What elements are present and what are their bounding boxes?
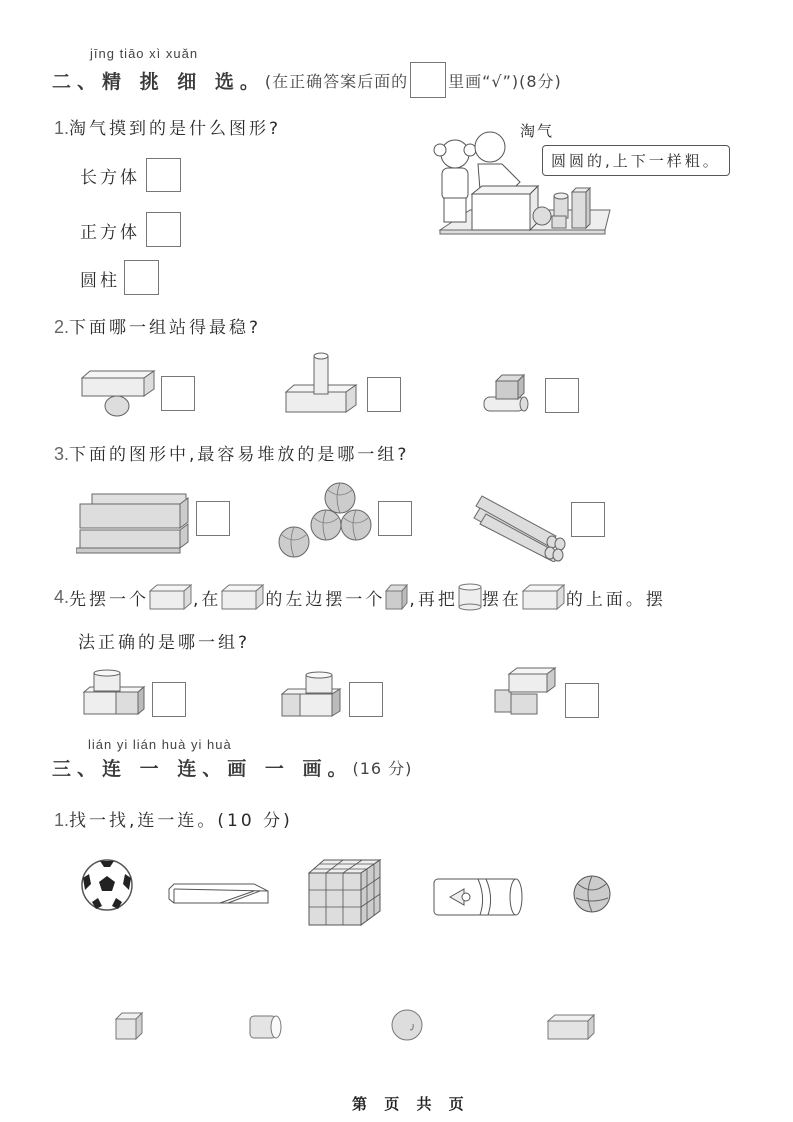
stacked-basketballs-icon — [276, 480, 376, 560]
shape-cuboid[interactable] — [547, 1014, 595, 1040]
q4-option-c — [493, 666, 557, 716]
section2-pinyin: jīng tiāo xì xuǎn — [90, 46, 199, 61]
cylinder-on-cuboid-icon — [284, 352, 360, 416]
shape-cylinder[interactable] — [247, 1014, 283, 1040]
section2-instruction-suffix: 里画“√”)(8分) — [448, 71, 562, 91]
cylinder-inline-icon — [458, 583, 482, 611]
q4-prompt: 4. 先摆一个 ,在 的左边摆一个 ,再把 摆在 的上面。摆 — [54, 583, 666, 611]
sample-answer-box — [410, 62, 446, 98]
q2-answer-box-3[interactable] — [545, 378, 579, 413]
q3-prompt: 3.下面的图形中,最容易堆放的是哪一组? — [54, 444, 410, 465]
q4-prompt-line2: 法正确的是哪一组? — [78, 633, 251, 653]
q4-option-a — [82, 668, 146, 718]
shape-cube[interactable] — [115, 1012, 145, 1040]
q1-option-label-cuboid: 长方体 — [80, 168, 140, 188]
q1-option-label-cube: 正方体 — [80, 223, 140, 243]
q3-option-stacked-logs — [470, 492, 570, 562]
cube-icon — [115, 1012, 145, 1040]
section2-instruction-prefix: (在正确答案后面的 — [264, 71, 409, 91]
q4-answer-box-3[interactable] — [565, 683, 599, 718]
item-soccer-ball[interactable] — [80, 858, 134, 912]
q3-answer-box-2[interactable] — [378, 501, 412, 536]
item-eraser[interactable] — [168, 883, 270, 905]
q4-option-b — [280, 670, 346, 720]
q3-option-stacked-boards — [76, 490, 192, 556]
option-b-blocks-icon — [280, 670, 346, 720]
cylinder-icon — [247, 1014, 283, 1040]
speech-bubble: 圆圆的,上下一样粗。 — [542, 145, 730, 176]
soccer-ball-icon — [80, 858, 134, 912]
q3-answer-box-1[interactable] — [196, 501, 230, 536]
q1-answer-box-cube[interactable] — [146, 212, 181, 247]
stacked-logs-icon — [470, 492, 570, 562]
cube-inline-icon — [385, 584, 409, 610]
cuboid-icon — [547, 1014, 595, 1040]
q2-option-cube-on-cylinder — [482, 373, 532, 415]
section2-header — [52, 62, 562, 98]
q1-prompt: 1.淘气摸到的是什么图形? — [54, 118, 282, 139]
s3q1-prompt: 1.找一找,连一连。(10 分) — [54, 810, 293, 831]
q1-answer-box-cylinder[interactable] — [124, 260, 159, 295]
option-c-blocks-icon — [493, 666, 557, 716]
section2-title: 二、精 挑 细 选。 — [52, 70, 265, 93]
shape-sphere[interactable] — [390, 1008, 424, 1042]
item-rubiks-cube[interactable] — [308, 859, 384, 927]
cuboid-on-ball-icon — [80, 370, 156, 420]
children-touching-box-illustration — [410, 112, 740, 252]
item-shuttlecock-tube[interactable] — [430, 877, 524, 917]
section3-score: (16 分) — [352, 759, 413, 778]
cuboid-inline-icon — [221, 584, 265, 610]
eraser-icon — [168, 883, 270, 905]
character-name-taoqi: 淘气 — [520, 122, 555, 140]
q4-answer-box-1[interactable] — [152, 682, 186, 717]
q2-answer-box-2[interactable] — [367, 377, 401, 412]
q3-answer-box-3[interactable] — [571, 502, 605, 537]
cube-on-cylinder-icon — [482, 373, 532, 415]
cuboid-inline-icon — [149, 584, 193, 610]
q2-answer-box-1[interactable] — [161, 376, 195, 411]
q2-prompt: 2.下面哪一组站得最稳? — [54, 317, 262, 338]
basketball-icon — [572, 874, 612, 914]
q1-option-label-cylinder: 圆柱 — [80, 271, 120, 291]
section3-title: 三、连 一 连、画 一 画。 — [52, 758, 353, 780]
shuttlecock-tube-icon — [430, 877, 524, 917]
section3-header — [52, 754, 412, 781]
q3-option-stacked-basketballs — [276, 480, 376, 560]
q1-answer-box-cuboid[interactable] — [146, 158, 181, 192]
sphere-icon — [390, 1008, 424, 1042]
rubiks-cube-icon — [308, 859, 384, 927]
page-footer: 第 页 共 页 — [352, 1095, 470, 1113]
item-basketball[interactable] — [572, 874, 612, 914]
stacked-boards-icon — [76, 490, 192, 556]
q1-illustration — [410, 112, 740, 252]
option-a-blocks-icon — [82, 668, 146, 718]
section3-pinyin: lián yi lián huà yi huà — [88, 737, 232, 752]
q2-option-cylinder-on-cuboid — [284, 352, 360, 416]
cuboid-inline-icon — [522, 584, 566, 610]
q2-option-cuboid-on-ball — [80, 370, 156, 420]
q4-answer-box-2[interactable] — [349, 682, 383, 717]
